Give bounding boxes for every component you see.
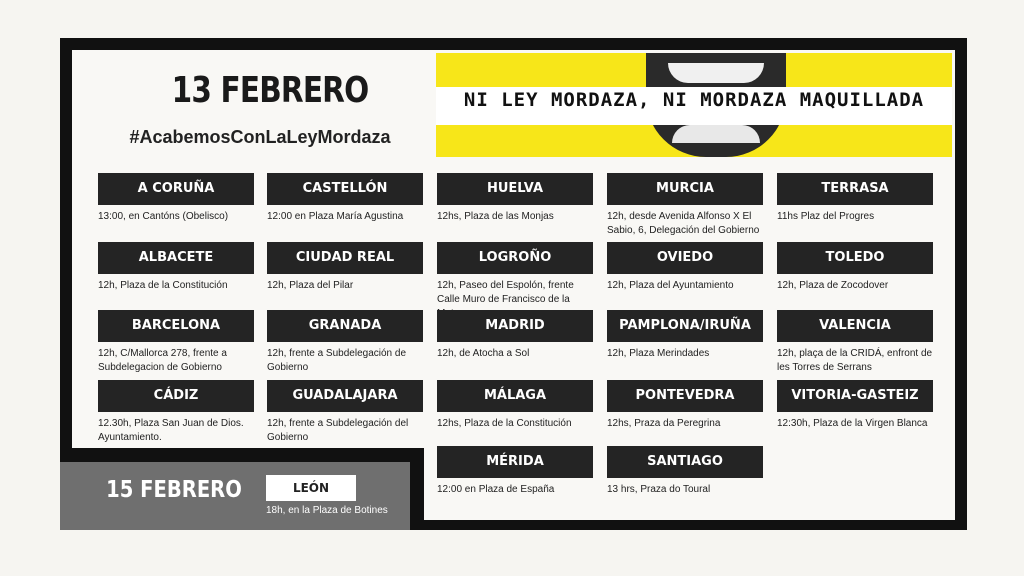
city-name: PONTEVEDRA (607, 380, 763, 412)
city-name: MADRID (437, 310, 593, 342)
city-entry (777, 242, 933, 293)
city-address: 12h, Plaza de la Constitución (98, 280, 228, 291)
city-entry (607, 242, 763, 293)
city-entry (98, 310, 254, 375)
city-entry (437, 380, 593, 431)
city-entry (607, 446, 763, 497)
city-name: OVIEDO (607, 242, 763, 274)
city-name: CASTELLÓN (267, 173, 423, 205)
footer-city-address: 18h, en la Plaza de Botines (266, 505, 388, 516)
city-entry (267, 173, 423, 224)
upper-teeth (668, 63, 764, 83)
city-address: 12h, de Atocha a Sol (437, 348, 530, 359)
city-name: VALENCIA (777, 310, 933, 342)
city-entry (98, 173, 254, 224)
city-name: VITORIA-GASTEIZ (777, 380, 933, 412)
city-address: 11hs Plaz del Progres (777, 211, 875, 222)
city-address: 12h, C/Mallorca 278, frente a Subdelegacion de Gobierno (98, 348, 227, 373)
city-name: TOLEDO (777, 242, 933, 274)
city-entry (267, 310, 423, 375)
city-name: LOGROÑO (437, 242, 593, 274)
city-address: 12:00 en Plaza María Agustina (267, 211, 404, 222)
city-address: 12h, Paseo del Espolón, frente Calle Muro de Francisco de la (437, 280, 574, 305)
city-address: 13 hrs, Praza do Toural (607, 484, 711, 495)
city-entry (437, 173, 593, 224)
city-address: 12h, Plaza de Zocodover (777, 280, 889, 291)
second-event-date: 15 FEBRERO (106, 477, 242, 503)
city-name: TERRASA (777, 173, 933, 205)
city-entry (437, 446, 593, 497)
city-address: 12h, frente a Subdelegación de Gobierno (267, 348, 406, 373)
city-address: 12:30h, Plaza de la Virgen Blanca (777, 418, 928, 429)
city-name: BARCELONA (98, 310, 254, 342)
city-entry (607, 380, 763, 431)
lower-teeth (672, 125, 760, 143)
slogan-text: NI LEY MORDAZA, NI MORDAZA MAQUILLADA (463, 89, 925, 111)
city-entry (437, 310, 593, 361)
city-name: HUELVA (437, 173, 593, 205)
city-address: 12h, frente a Subdelegación del Gobierno (267, 418, 409, 443)
city-address: 12h, desde Avenida Alfonso X El Sabio, 6, Delegación del Gobierno (607, 211, 760, 236)
city-name: MURCIA (607, 173, 763, 205)
hashtag: #AcabemosConLaLeyMordaza (129, 127, 391, 147)
city-entry (98, 242, 254, 293)
city-address: 12:00 en Plaza de España (437, 484, 555, 495)
city-name: SANTIAGO (607, 446, 763, 478)
city-name: CIUDAD REAL (267, 242, 423, 274)
city-name: MÉRIDA (437, 446, 593, 478)
slogan-banner (436, 53, 952, 157)
city-address: 13:00, en Cantóns (Obelisco) (98, 211, 229, 222)
city-entry (98, 380, 254, 445)
event-date-title: 13 FEBRERO (171, 70, 369, 111)
city-name: A CORUÑA (98, 173, 254, 205)
city-address: 12h, Plaza del Ayuntamiento (607, 280, 734, 291)
city-address: 12.30h, Plaza San Juan de Dios. Ayuntamiento. (98, 418, 244, 443)
city-entry (777, 380, 933, 431)
city-entry (267, 380, 423, 445)
city-address: 12hs, Praza da Peregrina (607, 418, 721, 429)
city-name: GRANADA (267, 310, 423, 342)
city-entry (777, 310, 933, 375)
city-entry (607, 173, 763, 238)
city-name: CÁDIZ (98, 380, 254, 412)
city-address: 12h, plaça de la CRIDÁ, enfront de les Torres de Serrans (777, 348, 933, 373)
city-entry (267, 242, 423, 293)
city-address: 12h, Plaza Merindades (607, 348, 710, 359)
city-entry (607, 310, 763, 361)
city-name: GUADALAJARA (267, 380, 423, 412)
city-name: PAMPLONA/IRUÑA (607, 310, 763, 342)
city-name: ALBACETE (98, 242, 254, 274)
city-entry (777, 173, 933, 224)
city-address: 12hs, Plaza de las Monjas (437, 211, 554, 222)
footer-city-name: LEÓN (266, 475, 356, 501)
city-address: 12hs, Plaza de la Constitución (437, 418, 572, 429)
city-name: MÁLAGA (437, 380, 593, 412)
city-address: 12h, Plaza del Pilar (267, 280, 354, 291)
